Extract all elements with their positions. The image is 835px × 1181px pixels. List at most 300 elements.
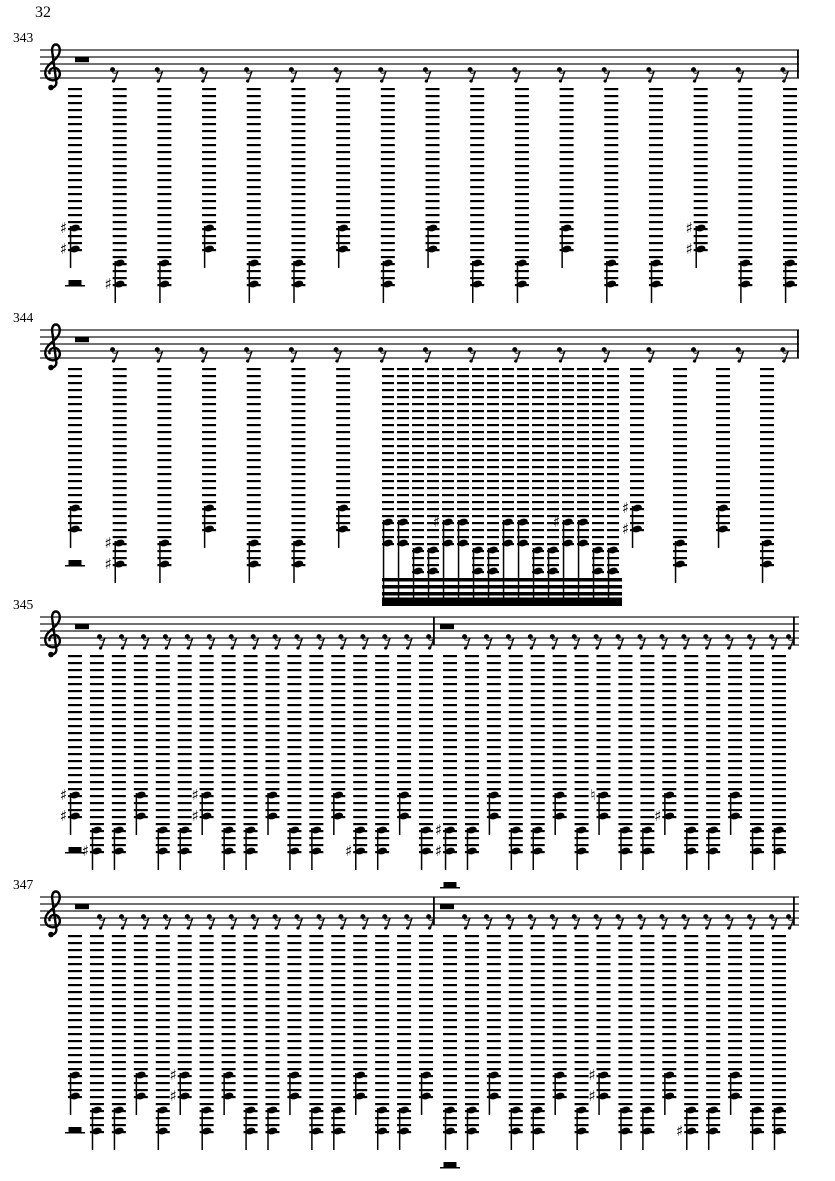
note-column <box>686 88 708 268</box>
note-column <box>427 368 439 605</box>
note-stem <box>267 1108 269 1150</box>
eighth-rest <box>747 634 755 650</box>
ledger-line-column <box>291 368 305 568</box>
note-stem <box>686 1108 688 1150</box>
note-column <box>336 88 350 268</box>
eighth-rest <box>557 67 565 83</box>
note-stem <box>428 548 430 605</box>
note-column <box>588 935 610 1115</box>
note-column <box>649 88 663 303</box>
accidental: ♯ <box>621 520 630 538</box>
ledger-line-column <box>472 368 484 575</box>
note-stem <box>338 506 340 548</box>
note-stem <box>114 541 116 583</box>
note-column <box>426 88 440 268</box>
note-column <box>673 368 687 583</box>
note-column <box>156 655 170 870</box>
accidental: ♯ <box>104 534 112 552</box>
eighth-rest <box>528 634 536 650</box>
ledger-line-column <box>291 88 305 288</box>
note-column <box>590 655 610 835</box>
note-stem <box>467 1108 469 1150</box>
accidental: ♯ <box>59 219 68 237</box>
accidental: ♯ <box>169 1087 177 1105</box>
note-column <box>509 655 523 870</box>
eighth-rest <box>512 347 520 363</box>
note-column <box>170 935 192 1115</box>
note-column <box>90 935 104 1150</box>
eighth-rest <box>528 914 536 930</box>
measure <box>440 897 795 1169</box>
note-stem <box>245 1108 247 1150</box>
note-stem <box>158 828 160 870</box>
accidental: ♯ <box>59 807 68 825</box>
ledger-line-column <box>247 88 261 288</box>
eighth-rest <box>659 634 667 650</box>
eighth-rest <box>338 914 346 930</box>
accidental: ♮ <box>590 786 596 804</box>
note-column <box>331 655 345 835</box>
eighth-rest <box>646 347 654 363</box>
note-stem <box>204 226 206 268</box>
eighth-rest <box>229 914 237 930</box>
note-stem <box>533 828 535 870</box>
accidental: ♯ <box>104 275 112 293</box>
ledger-line-column <box>309 935 323 1135</box>
ledger-line-column <box>157 88 171 288</box>
note-column <box>472 368 484 605</box>
system-344 <box>40 325 799 607</box>
eighth-rest <box>97 634 105 650</box>
low-voice-rest-line <box>440 1167 460 1169</box>
note-stem <box>201 1108 203 1150</box>
note-stem <box>311 1108 313 1150</box>
eighth-rest <box>273 914 281 930</box>
treble-clef <box>45 612 60 658</box>
ledger-line-column <box>649 88 663 288</box>
ledger-line-column <box>443 655 457 855</box>
eighth-rest <box>557 347 565 363</box>
note-column <box>412 368 424 605</box>
note-column <box>622 368 644 548</box>
eighth-rest <box>404 634 412 650</box>
note-stem <box>686 828 688 870</box>
eighth-rest <box>646 67 654 83</box>
eighth-rest <box>423 67 431 83</box>
eighth-rest <box>334 347 342 363</box>
accidental: ♯ <box>191 807 199 825</box>
eighth-rest <box>468 347 476 363</box>
note-stem <box>593 548 595 605</box>
eighth-rest <box>141 634 149 650</box>
note-column <box>200 935 214 1150</box>
accidental: ♯ <box>191 786 199 804</box>
measure-number-343: 343 <box>13 30 34 45</box>
note-stem <box>399 1108 401 1150</box>
eighth-rest <box>289 347 297 363</box>
measure <box>65 897 435 1151</box>
measure-number-347: 347 <box>13 877 34 892</box>
eighth-rest <box>141 914 149 930</box>
note-stem <box>774 828 776 870</box>
note-stem <box>740 261 742 303</box>
note-column <box>247 88 261 303</box>
accidental: ♯ <box>81 842 90 860</box>
note-column <box>60 655 85 854</box>
ledger-line-column <box>381 88 395 288</box>
note-stem <box>664 793 666 835</box>
ledger-line-column <box>706 655 720 855</box>
note-stem <box>114 828 116 870</box>
note-column <box>487 655 501 835</box>
measure-number-344: 344 <box>13 310 34 325</box>
note-stem <box>289 1073 291 1115</box>
measure <box>60 50 799 304</box>
note-stem <box>598 793 600 835</box>
note-stem <box>421 828 423 870</box>
note-column <box>331 935 345 1150</box>
accidental: ♯ <box>432 513 441 531</box>
eighth-rest <box>691 347 699 363</box>
note-stem <box>377 828 379 870</box>
low-voice-whole-rest <box>69 1127 82 1132</box>
note-stem <box>249 261 251 303</box>
eighth-rest <box>550 914 558 930</box>
accidental: ♯ <box>59 786 68 804</box>
eighth-rest <box>484 914 492 930</box>
note-column <box>419 655 433 870</box>
note-stem <box>489 1073 491 1115</box>
note-stem <box>355 828 357 870</box>
note-stem <box>421 1073 423 1115</box>
page-number: 32 <box>35 4 51 21</box>
beam-group <box>382 578 622 606</box>
staff-line <box>40 903 799 904</box>
ledger-line-column <box>244 935 258 1135</box>
eighth-rest <box>747 914 755 930</box>
note-stem <box>70 506 72 548</box>
note-stem <box>293 541 295 583</box>
note-stem <box>249 541 251 583</box>
eighth-rest <box>207 914 215 930</box>
eighth-rest <box>289 67 297 83</box>
eighth-rest <box>462 914 470 930</box>
note-stem <box>427 226 429 268</box>
measure <box>435 617 795 889</box>
eighth-rest <box>736 347 744 363</box>
ledger-line-column <box>375 655 389 855</box>
ledger-line-column <box>113 88 127 288</box>
eighth-rest <box>295 914 303 930</box>
staff-line <box>40 336 799 337</box>
note-stem <box>377 1108 379 1150</box>
treble-clef <box>45 45 60 91</box>
eighth-rest <box>725 914 733 930</box>
note-column <box>65 935 85 1134</box>
note-column <box>604 88 618 303</box>
note-stem <box>158 1108 160 1150</box>
staff-line <box>40 630 799 631</box>
ledger-line-column <box>706 935 720 1135</box>
eighth-rest <box>404 914 412 930</box>
measure-number-345: 345 <box>13 597 34 612</box>
note-column <box>750 655 764 870</box>
note-stem <box>664 1073 666 1115</box>
note-stem <box>136 1073 138 1115</box>
eighth-rest <box>155 67 163 83</box>
note-stem <box>752 828 754 870</box>
note-stem <box>632 506 634 548</box>
whole-rest <box>75 57 89 62</box>
barline <box>797 330 799 359</box>
beam <box>382 592 622 596</box>
ledger-line-column <box>575 935 589 1135</box>
eighth-rest <box>317 914 325 930</box>
note-column <box>772 935 786 1150</box>
ledger-line-column <box>112 655 126 855</box>
note-stem <box>608 548 610 605</box>
eighth-rest <box>378 347 386 363</box>
note-column <box>156 935 170 1150</box>
note-column <box>202 88 216 268</box>
note-stem <box>223 828 225 870</box>
ledger-line-column <box>738 88 752 288</box>
eighth-rest <box>317 634 325 650</box>
ledger-line-column <box>750 935 764 1135</box>
note-stem <box>651 261 653 303</box>
eighth-rest <box>659 914 667 930</box>
ledger-line-column <box>247 368 261 568</box>
ledger-line-column <box>684 655 698 855</box>
accidental: ♯ <box>104 555 112 573</box>
ledger-line-column <box>509 935 523 1135</box>
eighth-rest <box>382 914 390 930</box>
measure <box>60 617 435 871</box>
note-column <box>532 368 544 605</box>
eighth-rest <box>244 67 252 83</box>
eighth-rest <box>251 634 259 650</box>
whole-rest <box>75 624 89 629</box>
note-stem <box>311 828 313 870</box>
note-column <box>509 935 523 1150</box>
note-column <box>353 935 367 1115</box>
low-voice-whole-rest <box>69 847 82 852</box>
accidental: ♯ <box>552 513 561 531</box>
note-column <box>291 88 305 303</box>
ledger-line-column <box>427 368 439 575</box>
ledger-line-column <box>760 368 774 568</box>
eighth-rest <box>703 634 711 650</box>
ledger-line-column <box>531 935 545 1135</box>
eighth-rest <box>251 914 259 930</box>
note-stem <box>136 793 138 835</box>
note-stem <box>517 261 519 303</box>
note-stem <box>70 1073 72 1115</box>
note-column <box>618 935 632 1150</box>
accidental: ♯ <box>345 842 353 860</box>
note-stem <box>245 828 247 870</box>
note-column <box>244 655 258 870</box>
eighth-rest <box>468 67 476 83</box>
system-347 <box>40 892 799 1169</box>
ledger-line-column <box>443 935 457 1135</box>
accidental: ♯ <box>685 219 693 237</box>
note-stem <box>159 261 161 303</box>
note-column <box>607 368 619 605</box>
staff-line <box>40 357 799 358</box>
note-stem <box>293 261 295 303</box>
note-stem <box>554 1073 556 1115</box>
note-stem <box>472 261 474 303</box>
beam <box>382 585 622 589</box>
eighth-rest <box>512 67 520 83</box>
note-column <box>134 655 148 835</box>
ledger-line-column <box>331 935 345 1135</box>
note-column <box>547 368 559 605</box>
ledger-line-column <box>772 935 786 1135</box>
eighth-rest <box>199 347 207 363</box>
ledger-line-column <box>470 88 484 288</box>
note-column <box>487 368 499 605</box>
note-stem <box>718 506 720 548</box>
note-column <box>244 935 258 1150</box>
eighth-rest <box>769 914 777 930</box>
eighth-rest <box>550 634 558 650</box>
note-column <box>157 88 171 303</box>
ledger-line-column <box>575 655 589 855</box>
note-column <box>706 655 720 870</box>
ledger-line-column <box>375 935 389 1135</box>
eighth-rest <box>185 914 193 930</box>
accidental: ♯ <box>588 1087 596 1105</box>
note-stem <box>333 1108 335 1150</box>
treble-clef <box>45 325 60 371</box>
note-stem <box>114 261 116 303</box>
note-column <box>397 655 411 835</box>
eighth-rest <box>572 634 580 650</box>
note-column <box>728 655 742 835</box>
eighth-rest <box>616 634 624 650</box>
note-column <box>470 88 484 303</box>
note-column <box>640 655 654 870</box>
note-stem <box>445 1108 447 1150</box>
note-column <box>618 655 632 870</box>
note-stem <box>267 793 269 835</box>
system-343 <box>40 45 799 304</box>
note-stem <box>445 828 447 870</box>
note-column <box>222 935 236 1115</box>
note-column <box>465 935 479 1150</box>
note-column <box>105 88 127 303</box>
staff-line <box>40 616 799 617</box>
eighth-rest <box>423 347 431 363</box>
note-column <box>202 368 216 548</box>
low-voice-whole-rest <box>444 882 457 887</box>
accidental: ♯ <box>169 1066 177 1084</box>
note-stem <box>473 548 475 605</box>
eighth-rest <box>382 634 390 650</box>
eighth-rest <box>506 914 514 930</box>
accidental: ♯ <box>654 807 662 825</box>
low-voice-whole-rest <box>69 560 82 565</box>
low-voice-whole-rest <box>69 280 82 285</box>
note-stem <box>511 1108 512 1150</box>
accidental: ♯ <box>676 1122 684 1140</box>
eighth-rest <box>681 634 689 650</box>
measure <box>65 330 799 607</box>
eighth-rest <box>594 914 602 930</box>
note-stem <box>762 541 764 583</box>
staff-line <box>40 343 799 344</box>
note-column <box>222 655 236 870</box>
whole-rest <box>440 624 454 629</box>
eighth-rest <box>97 914 105 930</box>
note-column <box>265 655 279 835</box>
ledger-line-column <box>592 368 604 575</box>
eighth-rest <box>119 914 127 930</box>
note-stem <box>752 1108 754 1150</box>
eighth-rest <box>780 67 788 83</box>
note-stem <box>785 261 787 303</box>
eighth-rest <box>681 914 689 930</box>
note-stem <box>223 1073 225 1115</box>
note-column <box>336 368 350 548</box>
note-stem <box>489 793 491 835</box>
eighth-rest <box>229 634 237 650</box>
note-column <box>640 935 654 1150</box>
note-stem <box>730 1073 732 1115</box>
ledger-line-column <box>353 655 367 855</box>
eighth-rest <box>691 67 699 83</box>
eighth-rest <box>273 634 281 650</box>
eighth-rest <box>360 914 368 930</box>
note-column <box>577 368 589 605</box>
note-column <box>515 88 529 303</box>
staff-line <box>40 56 799 57</box>
ledger-line-column <box>419 655 433 855</box>
low-voice-rest-line <box>440 887 460 889</box>
eighth-rest <box>572 914 580 930</box>
eighth-rest <box>110 347 118 363</box>
beam <box>382 578 622 582</box>
accidental: ♯ <box>621 499 630 517</box>
staff-line <box>40 350 799 351</box>
note-column <box>531 935 545 1150</box>
whole-rest <box>440 904 454 909</box>
eighth-rest <box>155 347 163 363</box>
staff-line <box>40 924 799 925</box>
note-column <box>178 655 192 870</box>
note-column <box>662 935 676 1115</box>
note-stem <box>338 226 340 268</box>
note-column <box>654 655 676 835</box>
eighth-rest <box>506 634 514 650</box>
ledger-line-column <box>287 655 301 855</box>
ledger-line-column <box>156 655 170 855</box>
eighth-rest <box>703 914 711 930</box>
note-stem <box>511 828 512 870</box>
note-column <box>772 655 786 870</box>
note-column <box>760 368 774 583</box>
note-column <box>397 368 409 605</box>
note-stem <box>70 793 72 835</box>
ledger-line-column <box>515 88 529 288</box>
ledger-line-column <box>397 935 411 1135</box>
note-column <box>381 88 395 303</box>
ledger-line-column <box>113 368 127 568</box>
eighth-rest <box>110 67 118 83</box>
staff-line <box>40 77 799 78</box>
